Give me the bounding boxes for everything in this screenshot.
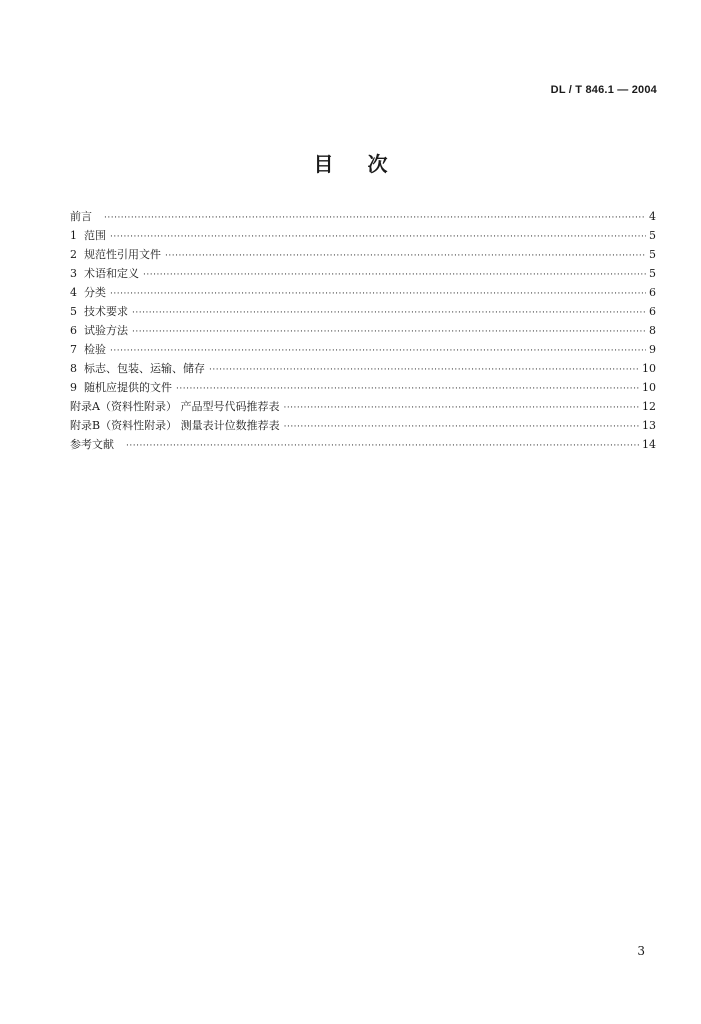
toc-entry-page: 8 [649, 324, 656, 337]
toc-entry-8[interactable] [70, 359, 656, 378]
toc-entry-number: 5 [70, 305, 77, 318]
toc-entry-references[interactable] [70, 435, 656, 454]
toc-entry-number: 6 [70, 324, 77, 337]
toc-entry-label: 参考文献 [70, 438, 114, 451]
toc-leader-dots [209, 361, 640, 380]
toc-entry-label: 范围 [84, 229, 106, 242]
toc-entry-number: 4 [70, 286, 77, 299]
toc-leader-dots [284, 418, 640, 437]
table-of-contents [70, 207, 656, 454]
toc-entry-appendix-b[interactable] [70, 416, 656, 435]
toc-leader-dots [132, 304, 646, 323]
toc-entry-page: 5 [649, 229, 656, 242]
toc-entry-number: 7 [70, 343, 77, 356]
toc-entry-number: 2 [70, 248, 77, 261]
toc-entry-label: 试验方法 [84, 324, 128, 337]
toc-entry-3[interactable] [70, 264, 656, 283]
toc-entry-page: 5 [649, 267, 656, 280]
toc-entry-6[interactable] [70, 321, 656, 340]
toc-entry-1[interactable] [70, 226, 656, 245]
toc-entry-label: 规范性引用文件 [84, 248, 161, 261]
toc-entry-page: 6 [649, 305, 656, 318]
page-number: 3 [637, 944, 645, 958]
toc-entry-preface[interactable] [70, 207, 656, 226]
toc-entry-2[interactable] [70, 245, 656, 264]
toc-leader-dots [104, 209, 646, 228]
toc-leader-dots [110, 285, 646, 304]
toc-entry-5[interactable] [70, 302, 656, 321]
toc-entry-page: 9 [649, 343, 656, 356]
toc-leader-dots [143, 266, 646, 285]
toc-entry-page: 6 [649, 286, 656, 299]
toc-entry-label: 前言 [70, 210, 92, 223]
toc-entry-label: 技术要求 [84, 305, 128, 318]
toc-entry-page: 14 [642, 438, 656, 451]
toc-leader-dots [283, 399, 640, 418]
toc-entry-page: 13 [642, 419, 656, 432]
toc-entry-page: 10 [642, 381, 656, 394]
document-code: DL / T 846.1 — 2004 [550, 84, 657, 96]
toc-leader-dots [110, 228, 646, 247]
toc-leader-dots [132, 323, 646, 342]
toc-entry-9[interactable] [70, 378, 656, 397]
toc-entry-page: 5 [649, 248, 656, 261]
toc-leader-dots [165, 247, 646, 266]
toc-entry-4[interactable] [70, 283, 656, 302]
toc-entry-page: 10 [642, 362, 656, 375]
toc-entry-label: 附录A（资料性附录） 产品型号代码推荐表 [70, 400, 280, 413]
toc-entry-number: 8 [70, 362, 77, 375]
toc-entry-7[interactable] [70, 340, 656, 359]
toc-entry-appendix-a[interactable] [70, 397, 656, 416]
toc-title: 目次 [313, 152, 422, 176]
toc-entry-label: 标志、包装、运输、储存 [84, 362, 205, 375]
toc-entry-label: 附录B（资料性附录） 测量表计位数推荐表 [70, 419, 280, 432]
toc-entry-page: 4 [649, 210, 656, 223]
toc-entry-number: 3 [70, 267, 77, 280]
toc-entry-number: 1 [70, 229, 77, 242]
toc-leader-dots [126, 437, 640, 456]
toc-entry-label: 分类 [84, 286, 106, 299]
toc-entry-label: 术语和定义 [84, 267, 139, 280]
toc-entry-number: 9 [70, 381, 77, 394]
toc-entry-label: 检验 [84, 343, 106, 356]
toc-entry-page: 12 [642, 400, 656, 413]
toc-entry-label: 随机应提供的文件 [84, 381, 172, 394]
